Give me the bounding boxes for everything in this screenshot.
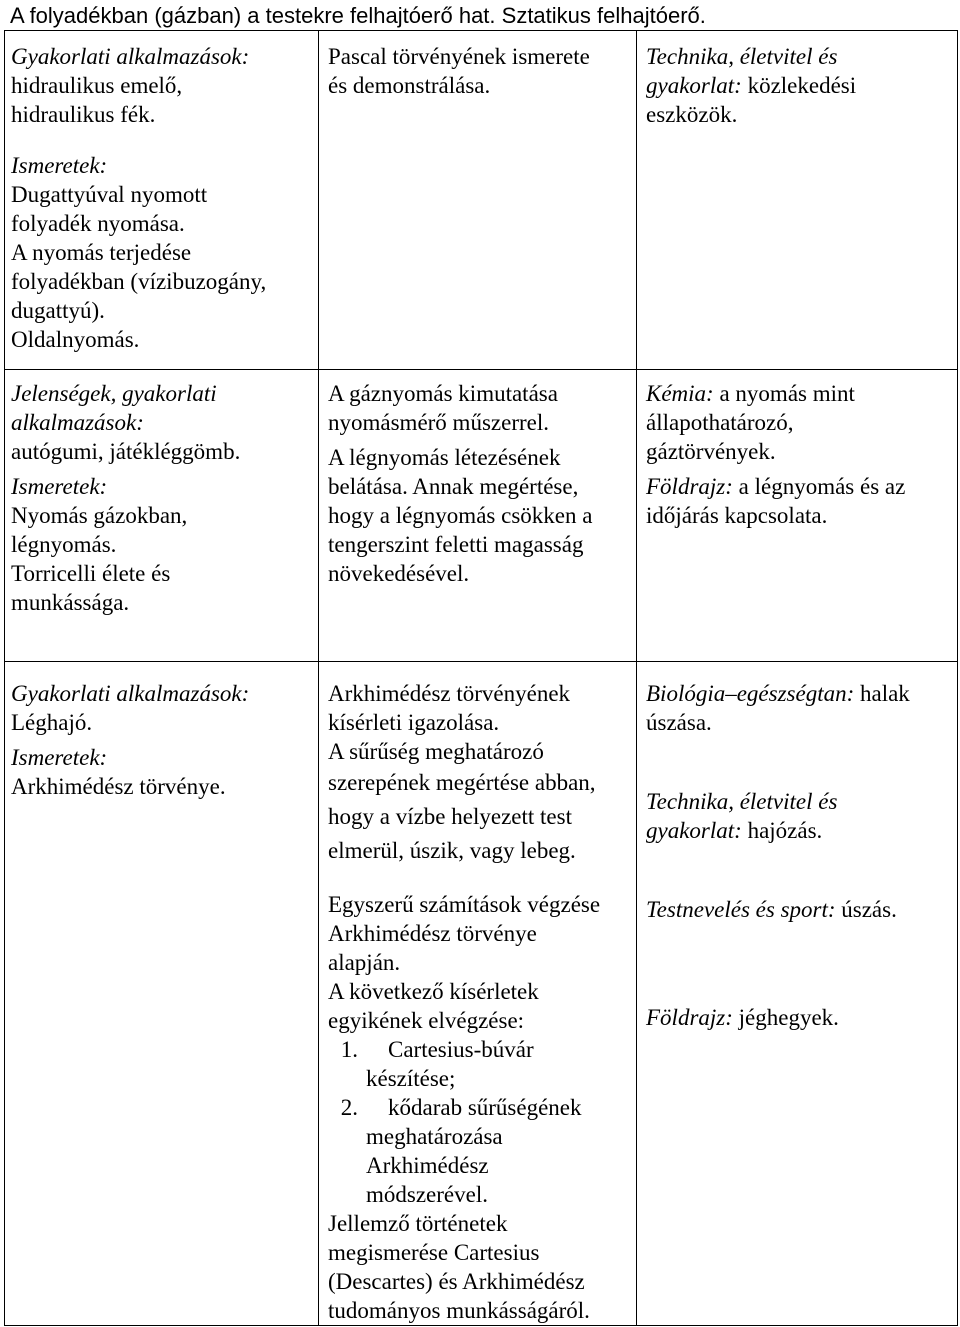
text-line: nyomásmérő műszerrel. [328,410,549,435]
table-border-bottom [4,1325,958,1326]
text-line: A sűrűség meghatározó [328,739,544,764]
subject-geography: Földrajz: [646,1005,733,1030]
list-item [328,1035,633,1064]
text-line: megismerése Cartesius [328,1240,540,1265]
text-line: Jellemző történetek [328,1211,508,1236]
table-divider-1 [4,369,958,370]
column-divider-2 [636,30,637,1326]
row2-activities-cell [328,379,628,588]
label-knowledge: Ismeretek: [11,745,108,770]
connection-text: közlekedési [741,73,857,98]
text-line: munkássága. [11,590,130,615]
text-line [646,472,951,501]
label-knowledge: Ismeretek: [11,153,108,178]
connection-text: hajózás. [741,818,823,843]
text-line: Arkhimédész törvényének [328,681,571,706]
table-border-top [4,30,958,31]
text-line: Torricelli élete és [11,561,171,586]
text-line: alapján. [328,950,401,975]
connection-text: jéghegyek. [732,1005,839,1030]
subject-technology: Technika, életvitel és [646,789,838,814]
connection-text: a nyomás mint [713,381,855,406]
text-line [646,816,951,845]
text-line: autógumi, játékléggömb. [11,439,241,464]
text-line: Oldalnyomás. [11,327,140,352]
row1-topics-cell [11,42,311,354]
label-phenomena: Jelenségek, gyakorlati [11,381,217,406]
list-number: 2. [340,1095,358,1120]
text-line [646,1003,951,1032]
text-line: A következő kísérletek [328,979,539,1004]
section-heading: A folyadékban (gázban) a testekre felhajtóerő hat. Sztatikus felhajtóerő. [10,3,706,28]
text-line: egyikének elvégzése: [328,1008,525,1033]
text-line [646,787,951,816]
text-line: Pascal törvényének ismerete [328,44,590,69]
text-line: elmerül, úszik, vagy lebeg. [328,838,576,863]
table-border-right [957,30,958,1326]
text-line: hidraulikus emelő, [11,73,183,98]
label-knowledge: Ismeretek: [11,474,108,499]
text-line: készítése; [366,1066,456,1091]
subject-practice: gyakorlat: [646,73,742,98]
text-line: belátása. Annak megértése, [328,474,579,499]
text-line: kísérleti igazolása. [328,710,500,735]
subject-pe: Testnevelés és sport: [646,897,836,922]
list-number: 1. [340,1037,358,1062]
text-line: (Descartes) és Arkhimédész [328,1269,585,1294]
text-line: A légnyomás létezésének [328,445,561,470]
row2-topics-cell [11,379,311,617]
row1-activities-cell [328,42,628,100]
text-line [646,895,951,924]
text-line: folyadékban (vízibuzogány, [11,269,267,294]
text-line: folyadék nyomása. [11,211,185,236]
table-border-left [4,30,5,1326]
text-line: tudományos munkásságáról. [328,1298,590,1323]
text-line: hogy a légnyomás csökken a [328,503,593,528]
text-line: időjárás kapcsolata. [646,503,828,528]
text-line: és demonstrálása. [328,73,491,98]
text-line: meghatározása [366,1124,503,1149]
list-text: Cartesius-búvár [388,1037,534,1062]
text-line: Arkhimédész törvénye. [11,774,226,799]
text-line: Léghajó. [11,710,93,735]
label-applications: Gyakorlati alkalmazások: [11,44,250,69]
text-line: állapothatározó, [646,410,794,435]
text-line: úszása. [646,710,712,735]
text-line: módszerével. [366,1182,488,1207]
text-line: tengerszint feletti magasság [328,532,584,557]
row3-connections-cell [646,679,951,1032]
connection-text: úszás. [835,897,897,922]
text-line: gáztörvények. [646,439,776,464]
connection-text: halak [854,681,910,706]
text-line: A gáznyomás kimutatása [328,381,558,406]
list-text: kődarab sűrűségének [388,1095,582,1120]
subject-geography: Földrajz: [646,474,733,499]
subject-technology: Technika, életvitel és [646,44,838,69]
text-line: hidraulikus fék. [11,102,156,127]
text-line [646,679,951,708]
text-line [646,42,951,71]
text-line: hogy a vízbe helyezett test [328,804,572,829]
text-line: eszközök. [646,102,738,127]
connection-text: a légnyomás és az [732,474,906,499]
text-line: Arkhimédész [366,1153,489,1178]
subject-chemistry: Kémia: [646,381,714,406]
label-applications: Gyakorlati alkalmazások: [11,681,250,706]
text-line: szerepének megértése abban, [328,770,596,795]
text-line [646,71,951,100]
text-line: Dugattyúval nyomott [11,182,208,207]
subject-practice: gyakorlat: [646,818,742,843]
text-line: Egyszerű számítások végzése [328,892,601,917]
column-divider-1 [318,30,319,1326]
row3-topics-cell [11,679,311,801]
row1-connections-cell [646,42,951,129]
text-line: A nyomás terjedése [11,240,192,265]
text-line: Nyomás gázokban, [11,503,188,528]
text-line: Arkhimédész törvénye [328,921,537,946]
subject-biology: Biológia–egészségtan: [646,681,855,706]
text-line: növekedésével. [328,561,470,586]
table-divider-2 [4,661,958,662]
list-item [328,1093,633,1122]
text-line [646,379,951,408]
label-phenomena-cont: alkalmazások: [11,410,144,435]
text-line: légnyomás. [11,532,117,557]
text-line: dugattyú). [11,298,105,323]
row3-activities-cell [328,679,633,1325]
row2-connections-cell [646,379,951,530]
